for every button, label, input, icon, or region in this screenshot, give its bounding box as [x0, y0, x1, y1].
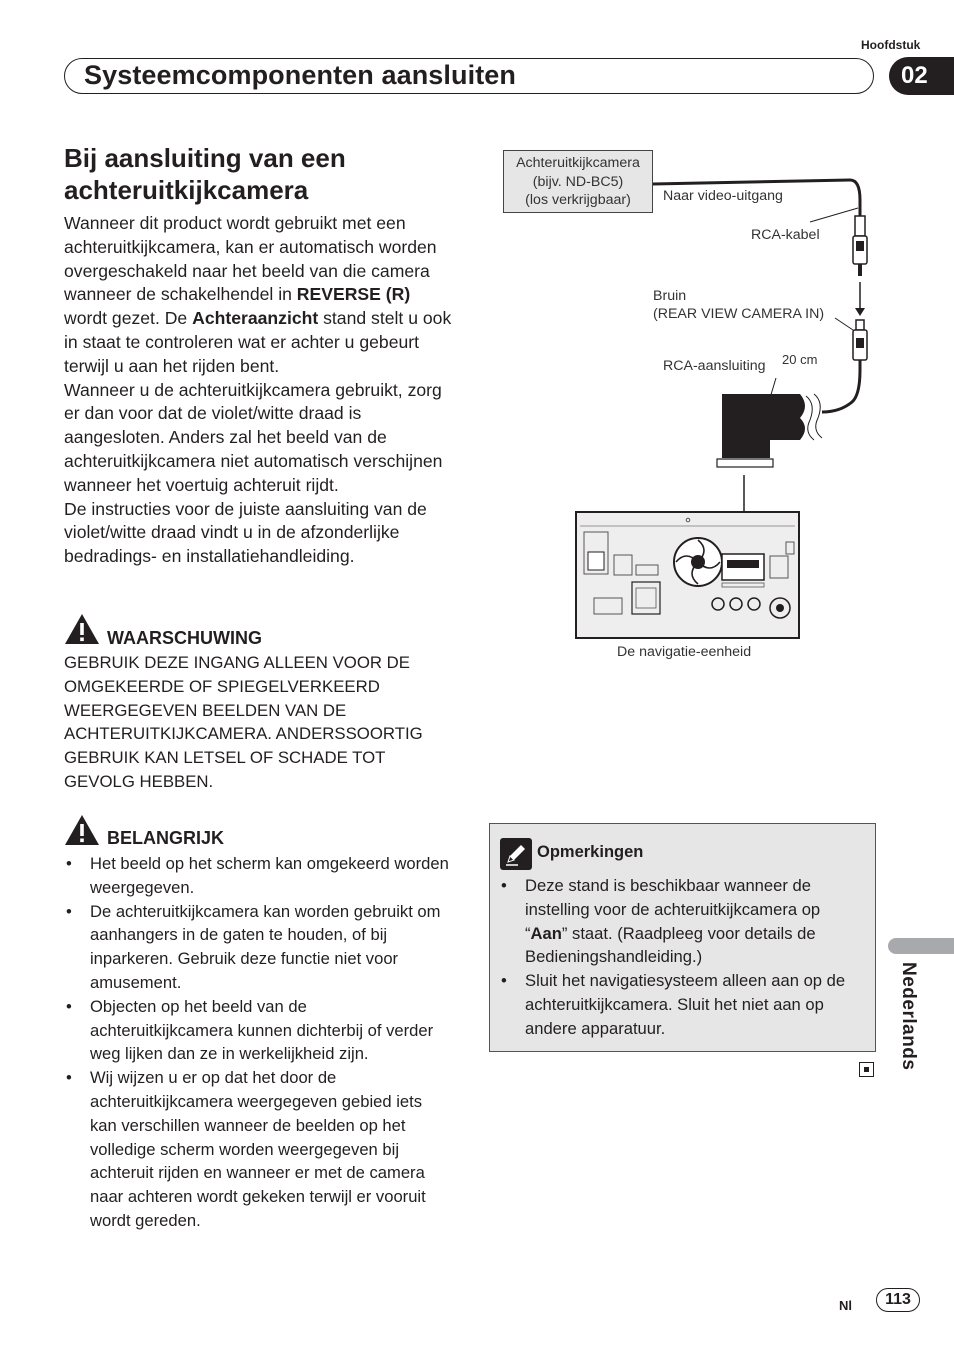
camera-label-line2: (bijv. ND-BC5) — [532, 173, 624, 190]
intro-text-e: stand stelt u ook in staat te controleren wat er achter u gebeurt terwijl u aan het rijden bent. — [64, 308, 452, 376]
list-item — [499, 969, 867, 1040]
pencil-note-icon — [500, 838, 532, 870]
page-header-title: Systeemcomponenten aansluiten — [84, 60, 517, 90]
list-item-text: De achteruitkijkcamera kan worden gebruikt om aanhangers in de gaten te houden, of bij inparkeren. Gebruik deze functie niet voor amusement. — [90, 901, 441, 992]
navigation-unit-rear — [576, 512, 799, 638]
bullet: • — [66, 854, 72, 873]
important-list — [64, 852, 449, 1233]
connection-diagram — [570, 170, 870, 645]
bullet: • — [501, 971, 507, 991]
chapter-number-badge: 02 — [889, 57, 954, 95]
list-item — [499, 874, 867, 969]
rca-jack-lower — [853, 320, 867, 360]
footer-language-code: Nl — [839, 1298, 852, 1313]
list-item-text: Het beeld op het scherm kan omgekeerd worden weergegeven. — [90, 854, 449, 897]
list-item — [64, 900, 449, 995]
notes-list — [499, 874, 867, 1041]
intro-text-c: wordt gezet. De — [64, 308, 193, 329]
rear-view-label: Achteraanzicht — [192, 308, 319, 329]
list-item — [64, 995, 449, 1066]
bullet: • — [501, 876, 507, 895]
break-mark-1 — [806, 396, 814, 440]
navigation-unit-label: De navigatie-eenheid — [617, 644, 752, 660]
camera-cable — [653, 180, 860, 218]
section-title-line2: achteruitkijkcamera — [64, 175, 309, 205]
intro-text-a: Wanneer dit product wordt gebruikt met een achteruitkijkcamera, kan er automatisch worden overgeschakeld naar het beeld van die camera wanneer de schakelhendel in — [64, 213, 437, 305]
note-text: Sluit het navigatiesysteem alleen aan op de achteruitkijkcamera. Sluit het niet aan op andere apparatuur. — [525, 971, 846, 1038]
intro-paragraph — [64, 212, 454, 379]
important-title: BELANGRIJK — [107, 828, 225, 848]
length-label: 20 cm — [782, 352, 818, 367]
list-item — [64, 1066, 449, 1233]
break-mark-2 — [814, 394, 822, 438]
page-number: 113 — [876, 1288, 920, 1312]
notes-title: Opmerkingen — [537, 843, 644, 861]
note-text-a: Deze stand is beschikbaar wanneer de instelling voor de achteruitkijkcamera op “ — [525, 876, 821, 943]
section-title — [64, 142, 464, 206]
warning-triangle-icon — [64, 613, 100, 645]
rear-view-camera-in-label: (REAR VIEW CAMERA IN) — [653, 306, 825, 322]
bullet: • — [66, 901, 72, 921]
list-item-text: Objecten op het beeld van de achteruitkijkcamera kunnen dichterbij of verder weg lijken dan ze in werkelijkheid zijn. — [90, 996, 434, 1064]
camera-label-line3: (los verkrijgbaar) — [525, 192, 631, 208]
section-title-line1: Bij aansluiting van een — [64, 143, 346, 173]
warning-title: WAARSCHUWING — [107, 628, 262, 648]
language-tab-label: Nederlands — [898, 962, 919, 1071]
usage-paragraph: Wanneer u de achteruitkijkcamera gebruikt, zorg er dan voor dat de violet/witte draad is aangesloten. Anders zal het beeld van de achteruitkijkcamera niet automatisch verschijnen wanneer het voertuig achteruit rijdt. — [64, 379, 443, 495]
note-text-c: ” staat. (Raadpleeg voor details de Bedieningshandleiding.) — [525, 923, 816, 967]
camera-label-line1: Achteruitkijkcamera — [516, 155, 640, 171]
instructions-paragraph: De instructies voor de juiste aansluiting van de violet/witte draad vindt u in de afzonderlijke bedradings- en installatiehandleiding. — [64, 498, 427, 567]
brown-label: Bruin — [653, 288, 687, 304]
section-end-icon — [859, 1062, 874, 1077]
note-setting-value: Aan — [530, 923, 562, 943]
chapter-label: Hoofdstuk — [861, 38, 921, 52]
rca-cable-leader — [810, 208, 858, 222]
connector-block — [722, 394, 805, 458]
important-triangle-icon — [64, 814, 100, 846]
video-out-label: Naar video-uitgang — [663, 188, 783, 204]
warning-text: GEBRUIK DEZE INGANG ALLEEN VOOR DE OMGEKEERDE OF SPIEGELVERKEERD WEERGEGEVEN BEELDEN VAN DE ACHTERUITKIJKCAMERA. ANDERSSOORTIG GEBRUIK KAN LETSEL OF SCHADE TOT GEVOLG HEBBEN. — [64, 653, 423, 791]
section-body — [64, 212, 454, 569]
rca-cable-label: RCA-kabel — [751, 227, 820, 243]
list-item-text: Wij wijzen u er op dat het door de achteruitkijkcamera weergegeven gebied iets kan verschillen wanneer de beelden op het volledige scherm worden weergegeven bij achteruit rijden en wanneer er met de camera naar achteren wordt gekeken terwijl er vooruit wordt gereden. — [90, 1068, 426, 1230]
brown-leader — [835, 318, 856, 332]
lower-cable — [822, 360, 860, 412]
reverse-label: REVERSE (R) — [296, 284, 411, 305]
language-tab-marker — [888, 938, 954, 954]
list-item — [64, 852, 449, 900]
rca-plug-upper — [853, 216, 867, 276]
rca-jack-label: RCA-aansluiting — [663, 358, 766, 374]
connector-plug — [717, 459, 773, 467]
bullet: • — [66, 996, 72, 1016]
connect-arrow-head — [855, 308, 865, 316]
bullet: • — [66, 1068, 72, 1088]
